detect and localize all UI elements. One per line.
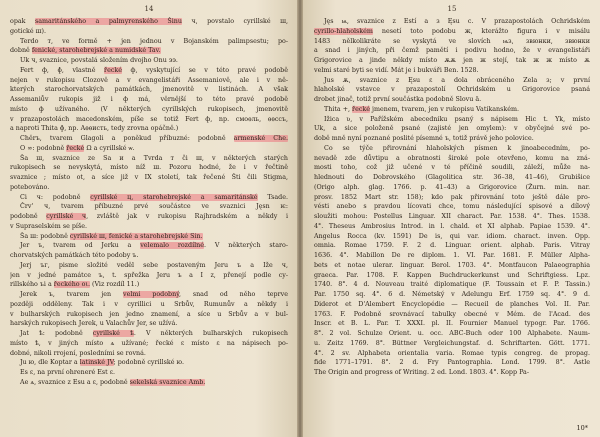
text-line (10, 154, 288, 164)
text-segment: Ša ш, svaznice ze Sa и a Tvrda т či ш, v některých starých (20, 154, 288, 162)
text-line (314, 280, 590, 290)
text-line (314, 241, 590, 251)
highlighted-phrase: cyrillské ч (46, 213, 87, 220)
text-line (314, 17, 590, 27)
text-segment: graeca. Par. 1708. F. Kappen Buchdruckerkunst und Schriftgiess. Lpz. (314, 271, 590, 279)
highlighted-phrase: armenské Che. (233, 135, 288, 142)
text-line (314, 85, 590, 95)
text-segment: Terdo т, ve formě + jen jednou v Bojanském palimpsestu; po- (20, 37, 288, 45)
page-number-right: 15 (447, 5, 457, 13)
text-segment: Angelus Rocca (kv. 1591) De is, qui var. idiom. charact. inven. Opp. (314, 232, 590, 240)
text-segment: hlaholské vstavce v prazapostolí Ochridském u Grigorovice psaná (314, 86, 590, 94)
text-segment: Ša ш: podobně (20, 232, 70, 240)
text-line (10, 134, 288, 144)
highlighted-phrase: cyrillské ш, fenické a starohebrejské Sin. (69, 232, 203, 240)
book-gutter (297, 0, 303, 437)
text-segment: Fert ф, ɸ, vlastně (20, 66, 105, 74)
text-segment: v Supraselském se píše. (10, 222, 87, 230)
text-segment: Črv' ч, tvarem příbuzné prvé součástce ve svaznici Jęsn ѥ: (20, 203, 288, 211)
text-segment: Ci ч: podobně (20, 193, 91, 201)
highlighted-phrase: cyrillo-hlaholském (314, 27, 373, 35)
text-line (10, 339, 288, 349)
text-segment: v prazapostolách macedonském, píše se totiž Fert ф, np. смоѳль, ѳѳссъ, (10, 115, 288, 123)
text-line (314, 358, 590, 368)
text-segment: omnia. Romae 1759. F. 2 d. Linguar. orient. alphab. Paris. Vitray (314, 242, 590, 250)
text-line (314, 144, 590, 154)
text-line (314, 310, 590, 320)
highlighted-phrase: velmi podobný (123, 291, 179, 298)
text-line (10, 261, 288, 271)
text-segment: dobně (10, 47, 32, 55)
text-line (314, 222, 590, 232)
highlighted-phrase: řeckého oι. (53, 281, 90, 289)
text-segment: velmi staré byti se vidí. Mát je i bukváři Ben. 1528. (314, 66, 479, 74)
text-segment: nevadě zde důvtipu a obratnosti široké pole otevřeno, komu na zná- (314, 154, 590, 162)
text-line (10, 193, 288, 203)
text-segment: Ae ѧ, svaznice z Esu a ɛ, podobně (20, 378, 130, 386)
text-segment: v bulharských rukopisech jen jedno znamení, a síce u Srbův a v bul- (10, 310, 288, 318)
text-line (314, 349, 590, 359)
text-line (10, 271, 288, 281)
text-segment: a snad i jiných, při čemž pamětí i podivu hodno, že v evangelistáři (314, 47, 590, 55)
text-segment: (Origo alph. glag. 1766. p. 41–43) a Grigorovice (Žurn. min. nar. (314, 183, 590, 191)
highlighted-phrase: řecké (104, 66, 122, 74)
text-line (10, 85, 288, 95)
text-segment: 8°. 2 vol. Schulze Orient. u. occ. ABC-Buch oder 100 Alphabete. Naum- (314, 330, 590, 337)
text-segment: , snad od něho teprve (178, 291, 288, 298)
text-line (10, 183, 288, 193)
text-line (10, 329, 288, 339)
text-line (10, 95, 288, 105)
text-line (314, 134, 590, 144)
text-line (314, 124, 590, 134)
text-line (10, 56, 288, 66)
text-line (10, 46, 288, 56)
text-line (314, 251, 590, 261)
text-segment: hlednouti do Dobrovského (Glagolitica str. 36–38, 41–46), Grubišice (314, 174, 590, 181)
text-line (314, 105, 590, 115)
text-line (10, 124, 288, 134)
text-line (314, 300, 590, 310)
text-line (314, 46, 590, 56)
text-line (10, 310, 288, 320)
text-line (314, 66, 590, 76)
text-line (10, 163, 288, 173)
text-line (314, 212, 590, 222)
text-segment: Jerek ъ, tvarem jen (20, 291, 123, 298)
highlighted-phrase: cyrillské ц, starohebrejské a samaritánské (90, 193, 258, 201)
text-segment: Grigorovice a jinde někdy místo ѫѫ jen ж stejí, tak ж ж místo ѫ (314, 57, 590, 64)
text-line (314, 163, 590, 173)
text-segment: Assemaniův rukopis již i ф má, věrnější to této pravé podobě (10, 96, 288, 103)
text-segment: Ω a cyrillské ѡ. (84, 144, 135, 152)
text-segment: drobet jinač, totiž první součástka podobně Slovu ä. (314, 96, 482, 103)
text-segment: místo ф užívaného. (V některých cyrillských rukopisech, jmenovitě (10, 105, 288, 113)
text-segment: potebováno. (10, 183, 50, 191)
text-segment: Inscr. et B. L. Par. T. XXXI. pl. II. Fournier Manuel typogr. Par. 1766. (314, 320, 590, 328)
highlighted-phrase: fenické, starohebrejské a numidské Tav. (31, 47, 161, 55)
highlighted-phrase: řecké (66, 144, 85, 152)
text-segment: jmenem, tvarem, jen v rukopisu Vatikanském. (370, 105, 520, 113)
text-segment: prosv. 1852 Mart str. 158); kdo pak přirovnání toto ještě dále pro- (314, 193, 590, 201)
text-line (314, 319, 590, 329)
text-segment: 4°. 2 sv. Alphabeta orientalia varia. Romae typis congreg. de propag. (314, 349, 590, 357)
text-segment: později odděleny. Tak i v cyrillici u Srbův, Rumunův a někdy i (10, 300, 288, 308)
text-segment: dobné, nikoli rrojení, posledními se rovná. (10, 349, 146, 357)
text-segment: kterých starochorvatských památkách, jmenovitě v listinách. A však (10, 86, 288, 94)
text-segment: Ju ю, dle Koptar a (20, 359, 80, 367)
text-segment: chorvatských památkách této podoby ъ. (10, 252, 139, 259)
text-line (10, 144, 288, 154)
text-segment: , zvláště jak v rukopisu Rajhradském a někdy i (86, 213, 288, 220)
text-segment: 1740. 8°. 4 d. Nouveau traité diplomatique (F. Toussain et F. P. Tassin.) (314, 281, 590, 289)
highlighted-phrase: cyrillské ѣ (92, 330, 134, 337)
text-segment: Jus ѫ, svaznice z Ęsu ɛ a dola obráceného Zela з; v první (324, 76, 590, 84)
text-line (10, 349, 288, 359)
text-segment: jen v jedné památce ъ, t. spřežka Jeru ъ a I z, přenejí podle cy- (10, 271, 288, 279)
text-segment: gotické ш). (10, 27, 47, 35)
text-line (314, 95, 590, 105)
text-line (10, 368, 288, 378)
text-line (10, 76, 288, 86)
text-line (10, 17, 288, 27)
highlighted-phrase: latinské JV (79, 359, 114, 367)
text-line (10, 290, 288, 300)
text-segment: Uk, a sice položeně psané (zajisté jen omylem): v obyčejné své po- (314, 125, 590, 133)
text-segment: svaznice ; místo ot, a síce již v IX století, tak řečené Šti čili Stigma, (10, 174, 288, 181)
text-segment: Thita +, (324, 105, 353, 113)
text-line (314, 339, 590, 349)
text-segment: O ∞: podobně (20, 144, 67, 152)
text-segment: Jerj ъг, pisme složité veděl sebe postaveným Jeru ъ a Iže ч, (20, 261, 288, 269)
text-line (10, 300, 288, 310)
text-line (314, 202, 590, 212)
text-segment: a naproti Thita ɸ, np. Аѳѳисть, tedy zrovna opáčně.) (10, 125, 179, 133)
text-line (314, 271, 590, 281)
text-line (314, 368, 590, 378)
text-segment: 1763. F. Podobně srovnávací tabulky obecné v Mém. de l'Acad. des (314, 310, 590, 318)
text-segment: době mně nyní poznané poslité písemné ъ, totiž právě jeho polovice. (314, 135, 534, 142)
text-line (10, 232, 288, 242)
right-page-text (314, 17, 590, 378)
text-segment: nesetí toto podobu ж, kterážto figura i v misálu (372, 27, 590, 35)
text-segment: Par. 1750 sq. 4°. 6 d. Németský v Adelungu Erf. 1759 sq. 4°. 9 d. (314, 291, 590, 298)
text-line (314, 329, 590, 339)
text-line (10, 378, 288, 388)
text-line (10, 319, 288, 329)
text-line (314, 154, 590, 164)
text-segment: 1636. 4°. Mabillon De re diplom. 1. VI. Par. 1681. F. Müller Alpha- (314, 252, 590, 259)
text-line (314, 193, 590, 203)
text-segment: ч, povstalo cyrillské ш, (181, 18, 288, 25)
text-line (314, 173, 590, 183)
highlighted-phrase: sekelská svaznice Amb. (129, 378, 206, 386)
text-line (314, 290, 590, 300)
text-segment: u. Zeitz 1769. 8°. Büttner Vergleichungstaf. d. Schriftarten. Gött. 1771. (314, 339, 590, 347)
text-segment: Chěrъ, tvarem Glagoli a poněkud příbuzné: podobně (20, 135, 234, 142)
text-line (314, 232, 590, 242)
text-segment: harských rukopisech Jerek, u Valachův Jer, se užívá. (10, 320, 178, 328)
text-line (314, 76, 590, 86)
highlighted-phrase: samaritánského a palmyrenského Šinu (35, 18, 182, 25)
text-segment: rukopisech se nevyskytá, místo níž ш. Pozoru hodné, že i v řečtině (10, 164, 288, 172)
highlighted-phrase: řecké (352, 105, 370, 113)
text-line (10, 66, 288, 76)
text-segment: 1483 nělkolikráte se vyskytá ve slovích ѩз, звюнки, звюнки (314, 37, 590, 45)
text-line (314, 261, 590, 271)
text-segment: fide 1771–1791. 8°. 2 d. Fry Pantographia. Lond. 1799. 8°. Astle (314, 359, 590, 367)
text-line (10, 105, 288, 115)
text-line (10, 241, 288, 251)
highlighted-phrase: velemalo rozdílné (140, 242, 204, 250)
text-segment: vésti anebo s pravdou lícovati chce, tomu následující spisové a dílový (314, 203, 590, 211)
text-line (314, 37, 590, 47)
text-line (10, 27, 288, 37)
text-line (314, 183, 590, 193)
text-segment: mosti toho, což již učené v té příčině soudili, záleží, může na- (314, 164, 590, 172)
text-line (314, 27, 590, 37)
text-segment: nejen v rukopisu Clozově a v evangelistáři Assemaniově, ale i v ně- (10, 76, 288, 84)
text-segment: opak (10, 18, 35, 25)
text-line (10, 251, 288, 261)
text-line (10, 173, 288, 183)
text-line (10, 37, 288, 47)
text-segment: sloužiti mohou: Postellus Linguar. XII charact. Par. 1538. 4°. Thes. 1538. (314, 213, 590, 220)
right-page (300, 0, 600, 437)
text-segment: (Viz rozdíl 11.) (89, 281, 140, 289)
text-segment: The Origin and progress of Writing. 2 ed. Lond. 1803. 4°. Kopp Pa- (314, 369, 529, 376)
text-segment: Jat ѣ: podobně (20, 330, 93, 337)
text-segment: Tsade. (257, 193, 288, 201)
text-segment: Diderot et D'Alembert Encyclopédie — Recueil de planches Vol. II. Par. (314, 300, 590, 308)
text-segment: 4°. Theseus Ambrosius Introd. in l. chald. et XI alphab. Papiae 1539. 4°. (314, 222, 590, 230)
text-line (10, 358, 288, 368)
text-segment: . V některých bulharských rukopisech (133, 330, 288, 337)
text-segment: místo ѣ, v jiných místo ѧ užívané; řecké ɛ místo ɛ na nápisech po- (10, 339, 288, 347)
text-segment: Co se týče přirovnání hlaholských písmen k jinoabecedním, po- (324, 144, 590, 152)
text-segment: Uk ч, svaznice, povstalá složením dvojho Onu ээ. (20, 57, 178, 64)
text-line (10, 280, 288, 290)
text-line (10, 115, 288, 125)
text-segment: Es ɛ, na první ohreneré Est ɛ. (20, 369, 116, 376)
text-line (314, 56, 590, 66)
text-line (10, 202, 288, 212)
text-segment: rillského ъi a (10, 281, 54, 289)
text-line (10, 222, 288, 232)
text-segment: podobně (10, 213, 47, 220)
text-segment: bets et notae ulerar. linguar. Berol. 1703. 4°. Montfaucon Palaeographia (314, 261, 590, 269)
text-segment: Jęs ѩ, svaznice z Estí a з Ęsu с. V prazapostolách Ochridském (324, 18, 590, 25)
text-line (314, 115, 590, 125)
text-segment: Jer ъ, tvarem od Jerku a (20, 242, 141, 250)
text-segment: Ižica ʋ, v Pařížském abecedniku psaný s nápisem Hic t. Yk, místo (324, 115, 590, 123)
text-segment: ф, vyskytující se v této pravé podobě (122, 66, 288, 74)
text-segment: ; podobně cyrillské ю. (113, 359, 185, 367)
page-number-left: 14 (144, 5, 154, 13)
text-segment: . V některých staro- (203, 242, 288, 250)
text-line (10, 212, 288, 222)
signature-mark: 10* (576, 424, 588, 432)
left-page-text (10, 17, 288, 388)
